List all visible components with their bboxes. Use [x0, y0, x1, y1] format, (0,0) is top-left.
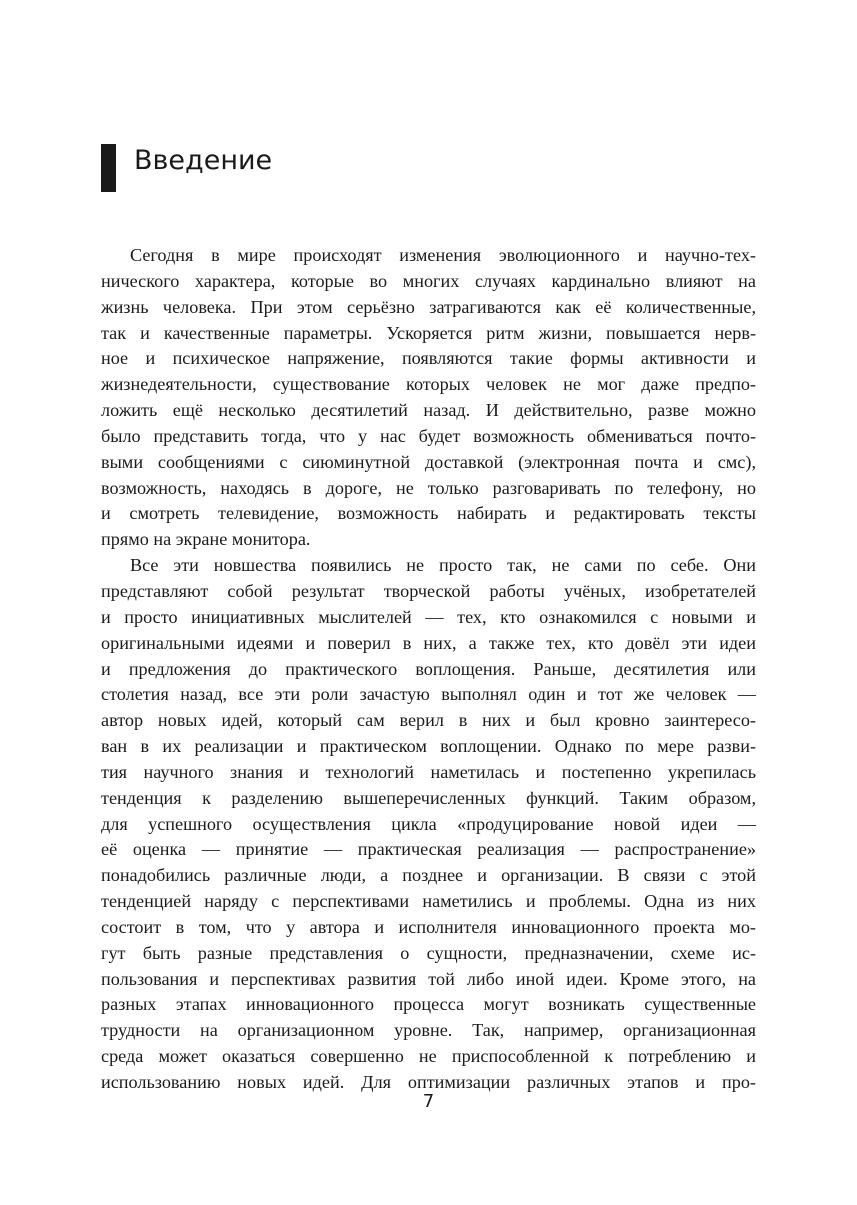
- text-line: столетия назад, все эти роли зачастую выполнял один и тот же человек —: [101, 684, 756, 705]
- heading-bar-marker: [101, 144, 116, 192]
- text-line: так и качественные параметры. Ускоряется ритм жизни, повышается нерв-: [101, 322, 756, 343]
- text-line: тенденция к разделению вышеперечисленных функций. Таким образом,: [101, 787, 756, 808]
- text-line: использованию новых идей. Для оптимизации различных этапов и про-: [101, 1072, 756, 1092]
- paragraph-2: [101, 553, 756, 1096]
- text-line: представляют собой результат творческой работы учёных, изобретателей: [101, 580, 756, 601]
- text-line: гут быть разные представления о сущности, предназначении, схеме ис-: [101, 942, 756, 963]
- text-line: понадобились различные люди, а позднее и организации. В связи с этой: [101, 865, 756, 886]
- text-line: Все эти новшества появились не просто так, не сами по себе. Они: [130, 555, 756, 576]
- text-line: для успешного осуществления цикла «продуцирование новой идеи —: [101, 813, 756, 834]
- text-line: ван в их реализации и практическом воплощении. Однако по мере разви-: [101, 736, 756, 757]
- text-line: трудности на организационном уровне. Так, например, организационная: [101, 1020, 756, 1041]
- text-line: тенденцией наряду с перспективами наметились и проблемы. Одна из них: [101, 891, 756, 912]
- text-line: было представить тогда, что у нас будет возможность обмениваться почто-: [101, 425, 756, 446]
- text-line: выми сообщениями с сиюминутной доставкой (электронная почта и смс),: [101, 451, 756, 472]
- text-line: жизнедеятельности, существование которых человек не мог даже предпо-: [101, 374, 756, 395]
- text-line: и смотреть телевидение, возможность набирать и редактировать тексты: [101, 503, 756, 524]
- text-line: Сегодня в мире происходят изменения эволюционного и научно-тех-: [130, 245, 756, 265]
- text-line: оригинальными идеями и поверил в них, а также тех, кто довёл эти идеи: [101, 632, 756, 653]
- text-line: среда может оказаться совершенно не приспособленной к потреблению и: [101, 1046, 756, 1067]
- text-line: её оценка — принятие — практическая реализация — распространение»: [101, 839, 756, 860]
- text-line: прямо на экране монитора.: [101, 529, 311, 550]
- text-line: состоит в том, что у автора и исполнителя инновационного проекта мо-: [101, 916, 756, 937]
- text-line: жизнь человека. При этом серьёзно затрагиваются как её количественные,: [101, 296, 756, 317]
- text-line: разных этапах инновационного процесса могут возникать существенные: [101, 994, 756, 1015]
- text-line: и просто инициативных мыслителей — тех, кто ознакомился с новыми и: [101, 606, 756, 627]
- chapter-title: Введение: [134, 145, 273, 176]
- text-line: тия научного знания и технологий наметилась и постепенно укрепилась: [101, 761, 756, 782]
- paragraph-1: [101, 243, 756, 553]
- body-text: [101, 243, 756, 1096]
- text-line: нического характера, которые во многих случаях кардинально влияют на: [101, 270, 756, 291]
- text-line: и предложения до практического воплощения. Раньше, десятилетия или: [101, 658, 756, 679]
- text-line: ложить ещё несколько десятилетий назад. И действительно, разве можно: [101, 400, 756, 421]
- text-line: возможность, находясь в дороге, не только разговаривать по телефону, но: [101, 477, 756, 498]
- text-line: автор новых идей, который сам верил в них и был кровно заинтересо-: [101, 710, 756, 731]
- page-number: 7: [422, 1091, 435, 1112]
- text-line: ное и психическое напряжение, появляются такие формы активности и: [101, 348, 756, 369]
- text-line: пользования и перспективах развития той либо иной идеи. Кроме этого, на: [101, 968, 756, 989]
